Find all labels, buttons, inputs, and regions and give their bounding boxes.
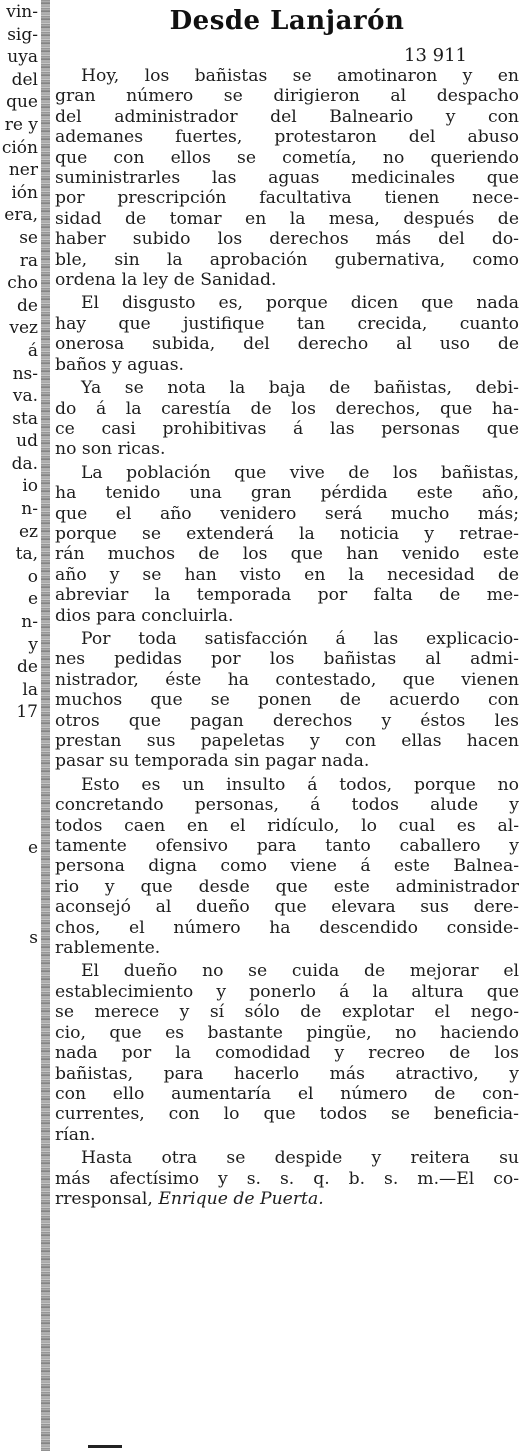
fragment-line: sta xyxy=(12,408,38,429)
fragment-line: ner xyxy=(8,160,38,181)
fragment-line xyxy=(0,1198,40,1221)
paragraph-line xyxy=(55,1189,519,1209)
author-signature: Enrique de Puerta. xyxy=(158,1188,324,1209)
fragment-line xyxy=(0,792,40,815)
fragment-line: re y xyxy=(4,114,38,135)
fragment-line xyxy=(0,1063,40,1086)
adjacent-column-fragment xyxy=(0,0,40,1452)
paragraph-line: haber subido los derechos más del do- xyxy=(55,229,519,250)
fragment-line xyxy=(0,1040,40,1063)
fragment-line xyxy=(0,1311,40,1334)
paragraph-line: hay que justifique tan crecida, cuanto xyxy=(55,313,519,334)
article-paragraph xyxy=(55,961,519,1145)
fragment-line xyxy=(0,882,40,905)
paragraph-line: que con ellos se cometía, no queriendo xyxy=(55,147,519,168)
fragment-line xyxy=(0,1266,40,1289)
article-heading: Desde Lanjarón xyxy=(169,6,405,36)
article-paragraph xyxy=(55,629,519,772)
fragment-line xyxy=(0,724,40,747)
paragraph-line: otros que pagan derechos y éstos les xyxy=(55,710,519,731)
paragraph-line: do á la carestía de los derechos, que ha- xyxy=(55,398,519,419)
fragment-line xyxy=(0,1086,40,1109)
fragment-line: uya xyxy=(7,47,38,68)
paragraph-line: El dueño no se cuida de mejorar el xyxy=(81,961,519,982)
fragment-line: del xyxy=(11,69,38,90)
fragment-line: ns- xyxy=(12,363,38,384)
paragraph-line: ha tenido una gran pérdida este año, xyxy=(55,483,519,504)
fragment-line: vez xyxy=(9,318,38,339)
fragment-line xyxy=(0,769,40,792)
paragraph-line: abreviar la temporada por falta de me- xyxy=(55,585,519,606)
fragment-line xyxy=(0,747,40,770)
fragment-line xyxy=(0,1153,40,1176)
paragraph-line: se merece y sí sólo de explotar el nego- xyxy=(55,1002,519,1023)
column-divider xyxy=(41,0,50,1451)
fragment-line xyxy=(0,995,40,1018)
paragraph-line: nistrador, éste ha contestado, que vienen xyxy=(55,669,519,690)
paragraph-line: Por toda satisfacción á las explicacio- xyxy=(81,628,519,649)
article-body xyxy=(55,66,519,1212)
fragment-line: que xyxy=(6,92,38,113)
article-paragraph xyxy=(55,293,519,375)
paragraph-line: que el año venidero será mucho más; xyxy=(55,503,519,524)
fragment-line xyxy=(0,1334,40,1357)
paragraph-line: persona digna como viene á este Balnea- xyxy=(55,856,519,877)
fragment-line: va. xyxy=(12,386,38,407)
paragraph-line: por prescripción facultativa tienen nece- xyxy=(55,188,519,209)
paragraph-line: porque se extenderá la noticia y retrae- xyxy=(55,523,519,544)
paragraph-line: baños y aguas. xyxy=(55,354,184,375)
fragment-line xyxy=(0,814,40,837)
paragraph-line: bañistas, para hacerlo más atractivo, y xyxy=(55,1063,519,1084)
paragraph-line: onerosa subida, del derecho al uso de xyxy=(55,334,519,355)
fragment-line: ud xyxy=(16,431,38,452)
paragraph-line: La población que vive de los bañistas, xyxy=(81,462,519,483)
paragraph-line: no son ricas. xyxy=(55,439,166,460)
paragraph-line: rán muchos de los que han venido este xyxy=(55,544,519,565)
fragment-line: o xyxy=(27,566,38,587)
fragment-line: y xyxy=(28,634,38,655)
bottom-rule xyxy=(88,1445,122,1448)
fragment-line: n- xyxy=(21,612,38,633)
paragraph-line: Hasta otra se despide y reitera su xyxy=(81,1148,519,1169)
paragraph-line: prestan sus papeletas y con ellas hacen xyxy=(55,731,519,751)
paragraph-line: pasar su temporada sin pagar nada. xyxy=(55,751,370,772)
paragraph-line: nes pedidas por los bañistas al admi- xyxy=(55,649,519,670)
paragraph-line: rio y que desde que este administrador xyxy=(55,876,519,897)
fragment-line xyxy=(0,860,40,883)
fragment-line: io xyxy=(22,476,38,497)
fragment-line: n- xyxy=(21,499,38,520)
paragraph-line: ademanes fuertes, protestaron del abuso xyxy=(55,127,519,148)
paragraph-line: con ello aumentaría el número de con- xyxy=(55,1083,519,1104)
closing-text: rresponsal, xyxy=(55,1188,153,1209)
fragment-line xyxy=(0,950,40,973)
fragment-line xyxy=(0,973,40,996)
paragraph-line: ordena la ley de Sanidad. xyxy=(55,270,277,291)
paragraph-line: nada por la comodidad y recreo de los xyxy=(55,1043,519,1064)
paragraph-line: tamente ofensivo para tanto caballero y xyxy=(55,836,519,857)
paragraph-line: rablemente. xyxy=(55,938,161,959)
paragraph-line: sidad de tomar en la mesa, después de xyxy=(55,208,519,229)
article-paragraph xyxy=(55,66,519,290)
fragment-line: 17 xyxy=(16,702,38,723)
paragraph-line: aconsejó al dueño que elevara sus dere- xyxy=(55,897,519,918)
fragment-line xyxy=(0,1131,40,1154)
fragment-line: sig- xyxy=(7,24,38,45)
paragraph-line: Hoy, los bañistas se amotinaron y en xyxy=(81,66,519,86)
paragraph-line: Ya se nota la baja de bañistas, debi- xyxy=(81,378,519,399)
paragraph-line: El disgusto es, porque dicen que nada xyxy=(81,293,519,314)
paragraph-line: gran número se dirigieron al despacho xyxy=(55,86,519,107)
paragraph-line: cio, que es bastante pingüe, no haciendo xyxy=(55,1022,519,1043)
fragment-line: se xyxy=(19,227,38,248)
paragraph-line: muchos que se ponen de acuerdo con xyxy=(55,690,519,711)
fragment-line: ra xyxy=(19,250,38,271)
article-dateline: 13 911 xyxy=(404,45,467,66)
fragment-line xyxy=(0,1244,40,1267)
fragment-line: e xyxy=(27,589,38,610)
article-column xyxy=(55,0,519,1451)
article-paragraph xyxy=(55,378,519,460)
paragraph-gap xyxy=(55,1209,519,1212)
paragraph-line: concretando personas, á todos alude y xyxy=(55,795,519,816)
fragment-line: ta, xyxy=(15,544,38,565)
article-paragraph xyxy=(55,463,519,626)
fragment-line xyxy=(0,1176,40,1199)
fragment-line: de xyxy=(17,657,38,678)
paragraph-line: chos, el número ha descendido conside- xyxy=(55,917,519,938)
paragraph-line: año y se han visto en la necesidad de xyxy=(55,564,519,585)
fragment-line: s xyxy=(29,928,38,949)
fragment-line: la xyxy=(22,679,38,700)
paragraph-line: más afectísimo y s. s. q. b. s. m.—El co- xyxy=(55,1168,519,1189)
fragment-line: era, xyxy=(4,205,38,226)
paragraph-line: del administrador del Balneario y con xyxy=(55,106,519,127)
paragraph-line: suministrarles las aguas medicinales que xyxy=(55,168,519,189)
paragraph-line: ble, sin la aprobación gubernativa, como xyxy=(55,249,519,270)
fragment-line: vin- xyxy=(6,2,38,22)
article-paragraph xyxy=(55,775,519,959)
fragment-line: e xyxy=(27,837,38,858)
fragment-line: de xyxy=(17,295,38,316)
fragment-line: ez xyxy=(18,521,38,542)
fragment-line xyxy=(0,1108,40,1131)
fragment-line xyxy=(0,1221,40,1244)
fragment-line: á xyxy=(27,340,38,361)
paragraph-line: currentes, con lo que todos se beneficia- xyxy=(55,1104,519,1125)
paragraph-line: establecimiento y ponerlo á la altura que xyxy=(55,981,519,1002)
fragment-line: da. xyxy=(11,453,38,474)
paragraph-line: Esto es un insulto á todos, porque no xyxy=(81,774,519,795)
paragraph-line: ce casi prohibitivas á las personas que xyxy=(55,418,519,439)
fragment-line: ión xyxy=(11,182,38,203)
fragment-line: ción xyxy=(1,137,38,158)
paragraph-line: rían. xyxy=(55,1124,96,1145)
article-paragraph xyxy=(55,1148,519,1209)
fragment-line xyxy=(0,1289,40,1312)
paragraph-line: dios para concluirla. xyxy=(55,605,234,626)
paragraph-line: todos caen en el ridículo, lo cual es al- xyxy=(55,815,519,836)
fragment-line xyxy=(0,1018,40,1041)
fragment-line xyxy=(0,1357,40,1380)
fragment-line xyxy=(0,905,40,928)
fragment-line xyxy=(0,1379,40,1402)
fragment-line: cho xyxy=(7,273,38,294)
